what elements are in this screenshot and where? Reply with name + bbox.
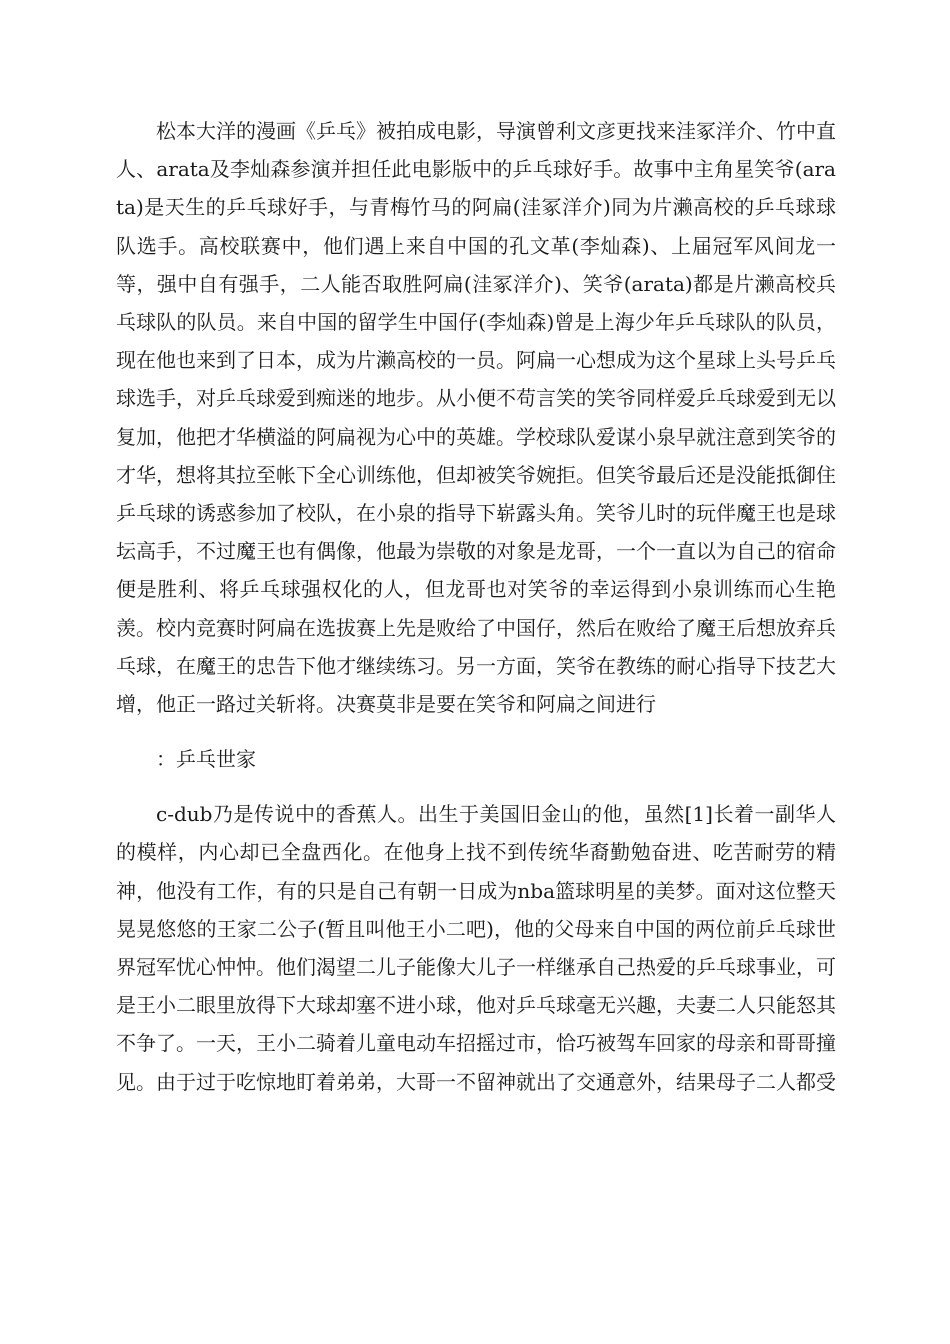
- paragraph-ping-pong-family: c-dub乃是传说中的香蕉人。出生于美国旧金山的他，虽然[1]长着一副华人的模样，内心却已全盘西化。在他身上找不到传统华裔勤勉奋进、吃苦耐劳的精神，他没有工作，有的只是自己有朝一日成为nba篮球明星的美梦。面对这位整天晃晃悠悠的王家二公子(暂且叫他王小二吧)，他的父母来自中国的两位前乒乓球世界冠军忧心忡忡。他们渴望二儿子能像大儿子一样继承自己热爱的乒乓球事业，可是王小二眼里放得下大球却塞不进小球，他对乒乓球毫无兴趣，夫妻二人只能怒其不争了。一天，王小二骑着儿童电动车招摇过市，恰巧被驾车回家的母亲和哥哥撞见。由于过于吃惊地盯着弟弟，大哥一不留神就出了交通意外，结果母子二人都受: [116, 802, 836, 1094]
- section-heading: ：乒乓世家: [156, 747, 256, 772]
- paragraph-ping-pong-movie: 松本大洋的漫画《乒乓》被拍成电影，导演曾利文彦更找来洼冢洋介、竹中直人、arata及李灿森参演并担任此电影版中的乒乓球好手。故事中主角星笑爷(arata)是天生的乒乓球好手，与青梅竹马的阿扁(洼冢洋介)同为片濑高校的乒乓球球队选手。高校联赛中，他们遇上来自中国的孔文革(李灿森)、上届冠军风间龙一等，强中自有强手，二人能否取胜阿扁(洼冢洋介)、笑爷(arata)都是片濑高校兵乓球队的队员。来自中国的留学生中国仔(李灿森)曾是上海少年乒乓球队的队员，现在他也来到了日本，成为片濑高校的一员。阿扁一心想成为这个星球上头号乒乓球选手，对乒乓球爱到痴迷的地步。从小便不苟言笑的笑爷同样爱乒乓球爱到无以复加，他把才华横溢的阿扁视为心中的英雄。学校球队爱谋小泉早就注意到笑爷的才华，想将其拉至帐下全心训练他，但却被笑爷婉拒。但笑爷最后还是没能抵御住乒乓球的诱惑参加了校队，在小泉的指导下崭露头角。笑爷儿时的玩伴魔王也是球坛高手，不过魔王也有偶像，他最为崇敬的对象是龙哥，一个一直以为自己的宿命便是胜利、将乒乓球强权化的人，但龙哥也对笑爷的幸运得到小泉训练而心生艳羡。校内竞赛时阿扁在选拔赛上先是败给了中国仔，然后在败给了魔王后想放弃兵乓球，在魔王的忠告下他才继续练习。另一方面，笑爷在教练的耐心指导下技艺大增，他正一路过关斩将。决赛莫非是要在笑爷和阿扁之间进行: [116, 119, 836, 717]
- document-body: [116, 112, 836, 1101]
